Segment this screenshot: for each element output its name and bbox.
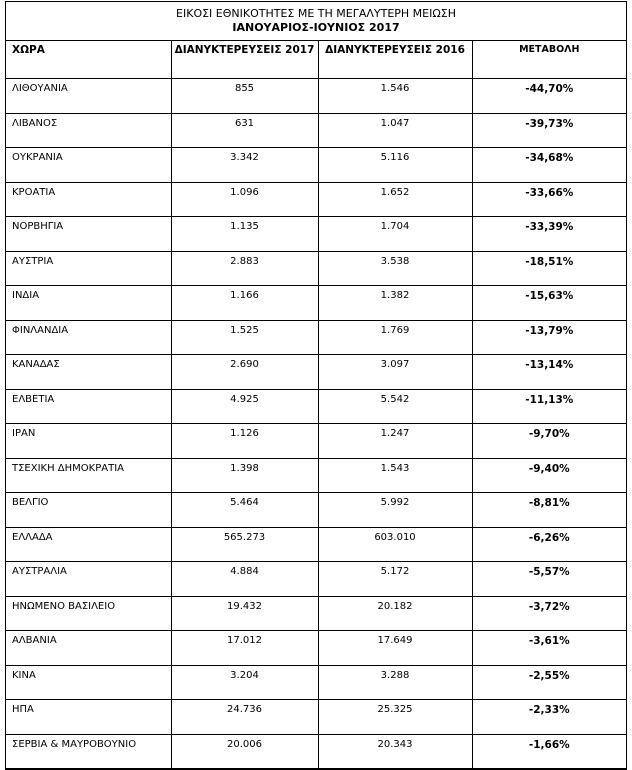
data-table-sheet (5, 1, 627, 770)
table-row (6, 527, 626, 562)
table-row (6, 631, 626, 666)
cell-nights-2016: 1.704 (318, 217, 472, 252)
header-change: ΜΕΤΑΒΟΛΗ (472, 41, 626, 79)
cell-country: ΙΝΔΙΑ (6, 286, 171, 321)
cell-nights-2016: 1.047 (318, 113, 472, 148)
cell-change: -2,33% (472, 700, 626, 735)
cell-nights-2016: 5.116 (318, 148, 472, 183)
cell-nights-2017: 631 (171, 113, 318, 148)
cell-nights-2016: 1.247 (318, 424, 472, 459)
table-row (6, 389, 626, 424)
table-row (6, 562, 626, 597)
cell-nights-2017: 1.166 (171, 286, 318, 321)
cell-country: ΗΝΩΜΕΝΟ ΒΑΣΙΛΕΙΟ (6, 596, 171, 631)
cell-country: ΕΛΒΕΤΙΑ (6, 389, 171, 424)
table-row (6, 251, 626, 286)
cell-change: -3,72% (472, 596, 626, 631)
cell-country: ΟΥΚΡΑΝΙΑ (6, 148, 171, 183)
header-nights-2017: ΔΙΑΝΥΚΤΕΡΕΥΣΕΙΣ 2017 (171, 41, 318, 79)
cell-nights-2016: 25.325 (318, 700, 472, 735)
cell-nights-2016: 20.182 (318, 596, 472, 631)
cell-country: ΣΕΡΒΙΑ & ΜΑΥΡΟΒΟΥΝΙΟ (6, 734, 171, 769)
cell-change: -11,13% (472, 389, 626, 424)
cell-country: ΑΛΒΑΝΙΑ (6, 631, 171, 666)
cell-nights-2017: 1.398 (171, 458, 318, 493)
cell-change: -39,73% (472, 113, 626, 148)
cell-nights-2016: 20.343 (318, 734, 472, 769)
cell-country: ΛΙΒΑΝΟΣ (6, 113, 171, 148)
cell-change: -44,70% (472, 79, 626, 114)
cell-nights-2016: 5.542 (318, 389, 472, 424)
cell-country: ΗΠΑ (6, 700, 171, 735)
header-nights-2016: ΔΙΑΝΥΚΤΕΡΕΥΣΕΙΣ 2016 (318, 41, 472, 79)
cell-change: -33,39% (472, 217, 626, 252)
table-row (6, 182, 626, 217)
cell-change: -18,51% (472, 251, 626, 286)
cell-country: ΒΕΛΓΙΟ (6, 493, 171, 528)
cell-nights-2016: 5.992 (318, 493, 472, 528)
cell-change: -13,79% (472, 320, 626, 355)
cell-change: -3,61% (472, 631, 626, 666)
table-row (6, 493, 626, 528)
table-row (6, 665, 626, 700)
cell-country: ΕΛΛΑΔΑ (6, 527, 171, 562)
cell-nights-2017: 5.464 (171, 493, 318, 528)
cell-nights-2017: 1.126 (171, 424, 318, 459)
cell-nights-2017: 17.012 (171, 631, 318, 666)
table-row (6, 320, 626, 355)
cell-country: ΚΡΟΑΤΙΑ (6, 182, 171, 217)
title-line-1: ΕΙΚΟΣΙ ΕΘΝΙΚΟΤΗΤΕΣ ΜΕ ΤΗ ΜΕΓΑΛΥΤΕΡΗ ΜΕΙΩΣΗ (176, 7, 456, 20)
table-row (6, 79, 626, 114)
cell-nights-2017: 19.432 (171, 596, 318, 631)
table-row (6, 148, 626, 183)
cell-nights-2016: 3.538 (318, 251, 472, 286)
cell-nights-2016: 1.382 (318, 286, 472, 321)
header-country: ΧΩΡΑ (6, 41, 171, 79)
cell-nights-2016: 1.543 (318, 458, 472, 493)
cell-nights-2016: 603.010 (318, 527, 472, 562)
cell-nights-2017: 20.006 (171, 734, 318, 769)
cell-nights-2016: 1.769 (318, 320, 472, 355)
cell-nights-2016: 3.097 (318, 355, 472, 390)
cell-country: ΑΥΣΤΡΙΑ (6, 251, 171, 286)
cell-country: ΝΟΡΒΗΓΙΑ (6, 217, 171, 252)
cell-nights-2017: 24.736 (171, 700, 318, 735)
data-table (6, 2, 626, 769)
cell-nights-2017: 855 (171, 79, 318, 114)
cell-nights-2017: 3.342 (171, 148, 318, 183)
cell-nights-2016: 5.172 (318, 562, 472, 597)
cell-change: -8,81% (472, 493, 626, 528)
table-row (6, 424, 626, 459)
table-row (6, 217, 626, 252)
cell-country: ΤΣΕΧΙΚΗ ΔΗΜΟΚΡΑΤΙΑ (6, 458, 171, 493)
table-row (6, 113, 626, 148)
cell-country: ΦΙΝΛΑΝΔΙΑ (6, 320, 171, 355)
cell-change: -34,68% (472, 148, 626, 183)
table-row (6, 734, 626, 769)
table-title (6, 2, 626, 41)
cell-nights-2016: 3.288 (318, 665, 472, 700)
table-row (6, 286, 626, 321)
cell-change: -2,55% (472, 665, 626, 700)
cell-change: -6,26% (472, 527, 626, 562)
cell-change: -5,57% (472, 562, 626, 597)
title-line-2: ΙΑΝΟΥΑΡΙΟΣ-ΙΟΥΝΙΟΣ 2017 (232, 21, 400, 34)
cell-change: -13,14% (472, 355, 626, 390)
cell-nights-2017: 1.525 (171, 320, 318, 355)
cell-nights-2016: 1.546 (318, 79, 472, 114)
table-row (6, 355, 626, 390)
cell-change: -1,66% (472, 734, 626, 769)
header-row (6, 41, 626, 79)
cell-change: -15,63% (472, 286, 626, 321)
cell-nights-2017: 3.204 (171, 665, 318, 700)
table-row (6, 596, 626, 631)
cell-nights-2016: 1.652 (318, 182, 472, 217)
cell-country: ΙΡΑΝ (6, 424, 171, 459)
cell-nights-2017: 2.883 (171, 251, 318, 286)
table-row (6, 700, 626, 735)
cell-nights-2017: 565.273 (171, 527, 318, 562)
table-row (6, 458, 626, 493)
cell-change: -33,66% (472, 182, 626, 217)
cell-country: ΛΙΘΟΥΑΝΙΑ (6, 79, 171, 114)
cell-change: -9,70% (472, 424, 626, 459)
cell-nights-2017: 4.925 (171, 389, 318, 424)
cell-nights-2017: 1.096 (171, 182, 318, 217)
cell-nights-2016: 17.649 (318, 631, 472, 666)
cell-nights-2017: 1.135 (171, 217, 318, 252)
cell-country: ΑΥΣΤΡΑΛΙΑ (6, 562, 171, 597)
cell-country: ΚΙΝΑ (6, 665, 171, 700)
cell-change: -9,40% (472, 458, 626, 493)
cell-nights-2017: 2.690 (171, 355, 318, 390)
cell-nights-2017: 4.884 (171, 562, 318, 597)
cell-country: ΚΑΝΑΔΑΣ (6, 355, 171, 390)
